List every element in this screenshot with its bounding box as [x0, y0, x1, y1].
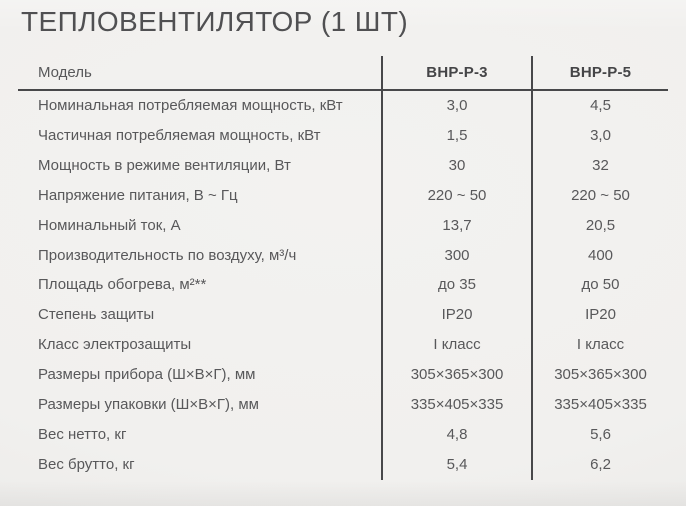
spec-label: Производительность по воздуху, м³/ч — [38, 246, 297, 264]
spec-value-bhp-p-3: 13,7 — [381, 211, 531, 241]
spec-value-bhp-p-3: до 35 — [381, 270, 531, 300]
table-row — [18, 300, 668, 330]
spec-value-bhp-p-5: 3,0 — [531, 121, 668, 151]
table-row — [18, 360, 668, 390]
spec-value-bhp-p-3: 5,4 — [381, 450, 531, 480]
spec-label: Номинальная потребляемая мощность, кВт — [38, 97, 343, 115]
table-header-row — [18, 56, 668, 91]
spec-value-bhp-p-3: 300 — [381, 240, 531, 270]
spec-value-bhp-p-3: 1,5 — [381, 121, 531, 151]
spec-value-bhp-p-5: 5,6 — [531, 420, 668, 450]
spec-label: Напряжение питания, В ~ Гц — [38, 186, 238, 204]
spec-label: Вес брутто, кг — [38, 455, 135, 473]
table-row — [18, 390, 668, 420]
table-row — [18, 330, 668, 360]
table-row — [18, 181, 668, 211]
table-row — [18, 91, 668, 121]
spec-value-bhp-p-5: 335×405×335 — [531, 390, 668, 420]
page-title: ТЕПЛОВЕНТИЛЯТОР (1 ШТ) — [21, 6, 409, 37]
spec-label: Класс электрозащиты — [38, 336, 192, 354]
spec-value-bhp-p-5: 305×365×300 — [531, 360, 668, 390]
spec-label: Размеры упаковки (Ш×В×Г), мм — [38, 395, 259, 413]
spec-value-bhp-p-5: 220 ~ 50 — [531, 181, 668, 211]
table-row — [18, 151, 668, 181]
spec-value-bhp-p-5: IP20 — [531, 300, 668, 330]
table-row — [18, 240, 668, 270]
spec-value-bhp-p-5: 32 — [531, 151, 668, 181]
spec-label: Мощность в режиме вентиляции, Вт — [38, 156, 291, 174]
spec-label: Частичная потребляемая мощность, кВт — [38, 126, 321, 144]
spec-label: Номинальный ток, А — [38, 216, 181, 234]
model-column-header: Модель — [38, 63, 92, 81]
spec-value-bhp-p-5: 400 — [531, 240, 668, 270]
spec-value-bhp-p-5: 4,5 — [531, 91, 668, 121]
table-row — [18, 270, 668, 300]
column-header-bhp-p-5: BHP-P-5 — [531, 56, 668, 89]
table-row — [18, 450, 668, 480]
spec-value-bhp-p-3: 335×405×335 — [381, 390, 531, 420]
spec-table — [18, 56, 668, 480]
spec-value-bhp-p-5: I класс — [531, 330, 668, 360]
spec-value-bhp-p-5: 20,5 — [531, 211, 668, 241]
spec-value-bhp-p-3: IP20 — [381, 300, 531, 330]
column-header-bhp-p-3: BHP-P-3 — [381, 56, 531, 89]
spec-value-bhp-p-3: 3,0 — [381, 91, 531, 121]
table-row — [18, 121, 668, 151]
table-row — [18, 420, 668, 450]
spec-label: Вес нетто, кг — [38, 425, 127, 443]
spec-value-bhp-p-3: I класс — [381, 330, 531, 360]
spec-label: Степень защиты — [38, 306, 155, 324]
spec-value-bhp-p-5: 6,2 — [531, 450, 668, 480]
spec-value-bhp-p-3: 30 — [381, 151, 531, 181]
table-row — [18, 211, 668, 241]
spec-value-bhp-p-3: 305×365×300 — [381, 360, 531, 390]
spec-value-bhp-p-3: 4,8 — [381, 420, 531, 450]
spec-value-bhp-p-3: 220 ~ 50 — [381, 181, 531, 211]
table-body — [18, 91, 668, 480]
spec-label: Площадь обогрева, м²** — [38, 276, 207, 294]
spec-label: Размеры прибора (Ш×В×Г), мм — [38, 366, 256, 384]
spec-value-bhp-p-5: до 50 — [531, 270, 668, 300]
